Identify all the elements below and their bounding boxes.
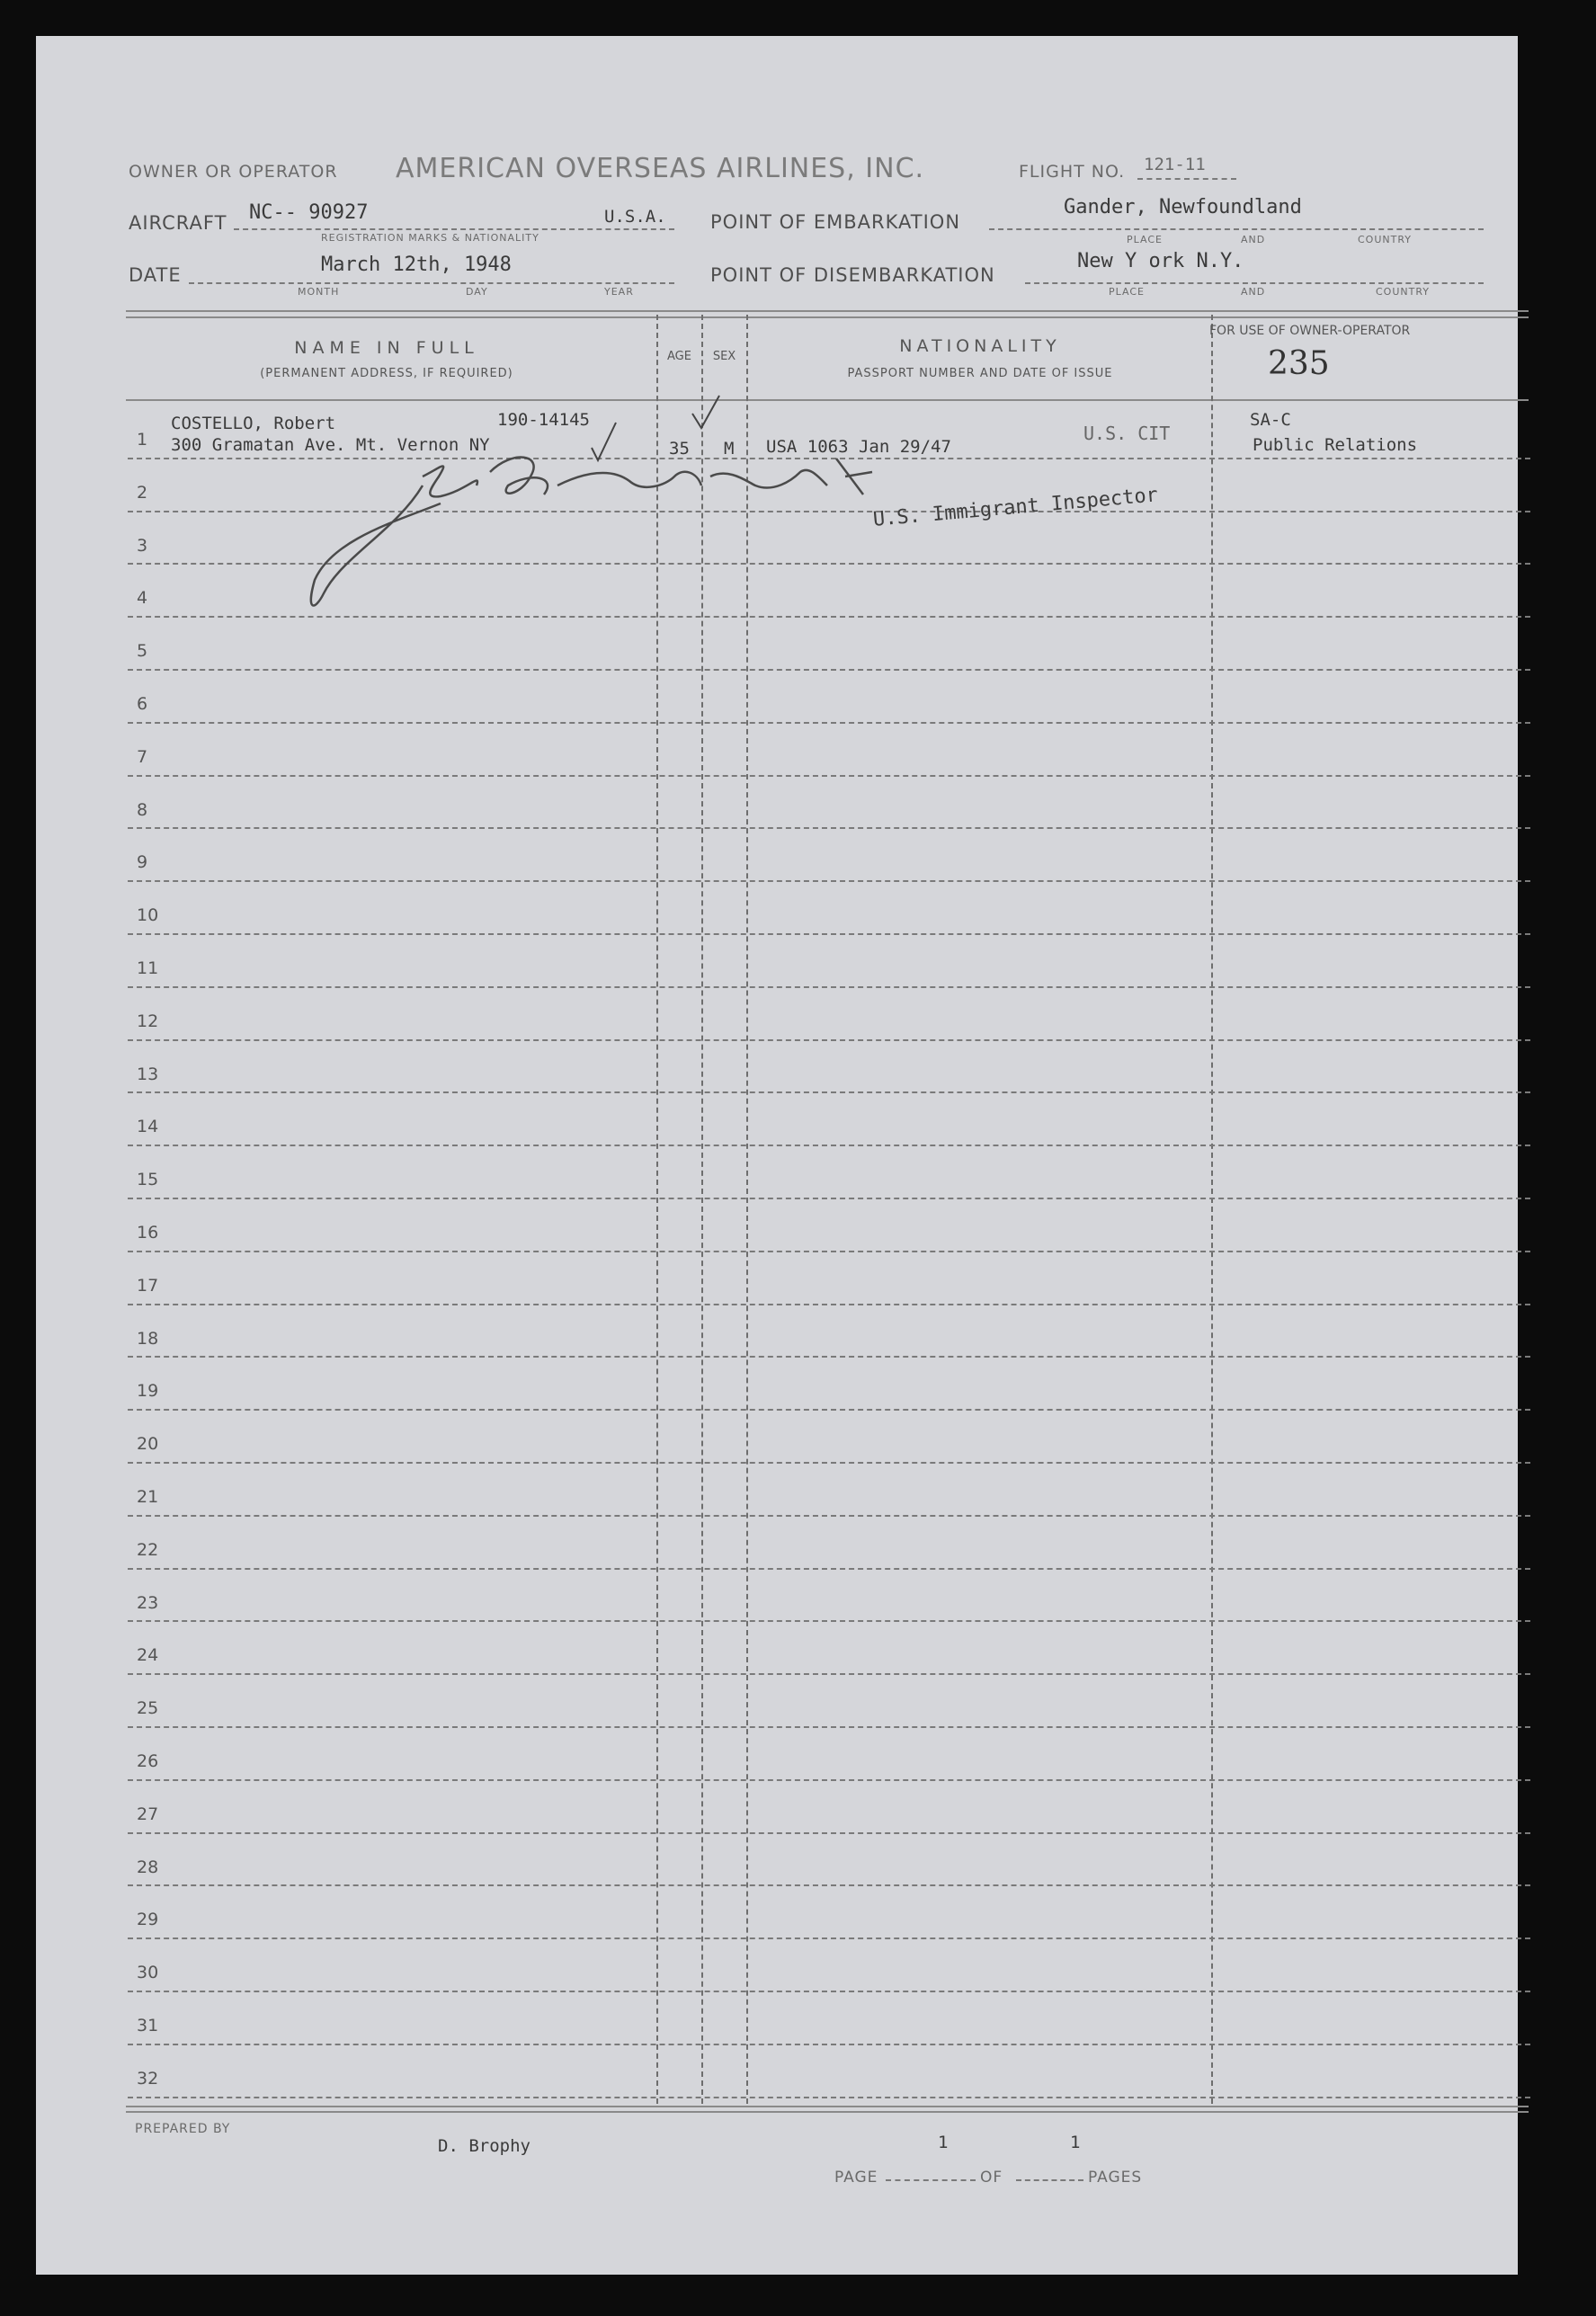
row-rule xyxy=(128,827,1530,829)
of-underline xyxy=(1016,2179,1083,2181)
date-label: DATE xyxy=(129,264,182,286)
row-number: 15 xyxy=(137,1170,159,1190)
row-number: 10 xyxy=(137,905,159,926)
row-number: 24 xyxy=(137,1645,159,1666)
row-number: 11 xyxy=(137,958,159,978)
nationality-header: NATIONALITY xyxy=(899,336,1061,356)
row-number: 13 xyxy=(137,1064,159,1084)
row-rule xyxy=(128,1726,1530,1728)
owner-note: Public Relations xyxy=(1253,435,1418,455)
row-number: 7 xyxy=(137,746,148,767)
row-rule xyxy=(128,2044,1530,2045)
row-rule xyxy=(128,1779,1530,1781)
row-number: 21 xyxy=(137,1487,159,1507)
name-header: NAME IN FULL xyxy=(294,338,479,358)
row-number: 30 xyxy=(137,1963,159,1983)
passenger-ref: 190-14145 xyxy=(497,410,590,430)
row-rule xyxy=(128,1620,1530,1622)
row-rule xyxy=(128,1409,1530,1411)
passenger-status: U.S. CIT xyxy=(1083,423,1171,444)
col-divider-nationality-owner xyxy=(1211,315,1213,2104)
pages-label: PAGES xyxy=(1088,2169,1143,2187)
row-rule xyxy=(128,1198,1530,1199)
row-number: 29 xyxy=(137,1910,159,1930)
row-number: 19 xyxy=(137,1381,159,1402)
row-rule xyxy=(128,775,1530,777)
row-number: 23 xyxy=(137,1592,159,1613)
disembark-underline xyxy=(1025,282,1484,284)
passenger-age: 35 xyxy=(669,439,690,459)
row-rule xyxy=(128,1251,1530,1252)
country-caption-2: COUNTRY xyxy=(1376,286,1430,298)
row-rule xyxy=(128,986,1530,988)
row-number: 9 xyxy=(137,852,148,873)
row-number: 16 xyxy=(137,1223,159,1243)
row-rule xyxy=(128,722,1530,724)
passenger-sex: M xyxy=(724,439,735,459)
row-number: 6 xyxy=(137,694,148,714)
row-rule xyxy=(128,1304,1530,1305)
passenger-name: COSTELLO, Robert xyxy=(171,414,336,433)
name-subheader: (PERMANENT ADDRESS, IF REQUIRED) xyxy=(260,367,513,380)
row-rule xyxy=(128,669,1530,671)
and-caption-1: AND xyxy=(1241,234,1266,245)
aircraft-value: NC-- 90927 xyxy=(249,201,369,224)
owner-use-number: 235 xyxy=(1268,345,1330,382)
row-number: 14 xyxy=(137,1117,159,1137)
embark-value: Gander, Newfoundland xyxy=(1064,196,1302,218)
flight-value: 121-11 xyxy=(1144,155,1206,174)
row-rule xyxy=(128,1145,1530,1146)
row-number: 17 xyxy=(137,1275,159,1296)
row-number: 32 xyxy=(137,2068,159,2089)
row-rule xyxy=(128,1832,1530,1834)
passenger-address: 300 Gramatan Ave. Mt. Vernon NY xyxy=(171,435,490,455)
owner-value: AMERICAN OVERSEAS AIRLINES, INC. xyxy=(396,153,925,184)
inspector-signature xyxy=(288,387,971,620)
row-number: 22 xyxy=(137,1539,159,1560)
row-number: 5 xyxy=(137,641,148,662)
country-caption-1: COUNTRY xyxy=(1358,234,1412,245)
row-rule xyxy=(128,933,1530,935)
row-number: 26 xyxy=(137,1751,159,1771)
row-number: 3 xyxy=(137,535,148,556)
date-underline xyxy=(189,282,674,284)
row-rule xyxy=(128,1515,1530,1517)
row-rule xyxy=(128,1568,1530,1570)
registration-caption: REGISTRATION MARKS & NATIONALITY xyxy=(321,232,539,244)
inspector-stamp: U.S. Immigrant Inspector xyxy=(872,484,1159,531)
passenger-passport: USA 1063 Jan 29/47 xyxy=(766,437,951,457)
row-rule xyxy=(128,1673,1530,1675)
nationality-subheader: PASSPORT NUMBER AND DATE OF ISSUE xyxy=(847,367,1113,380)
row-rule xyxy=(128,1462,1530,1464)
page-label: PAGE xyxy=(834,2169,878,2187)
footer-rule-2 xyxy=(126,2111,1529,2113)
owner-use-header: FOR USE OF OWNER-OPERATOR xyxy=(1209,324,1411,338)
prepared-value: D. Brophy xyxy=(438,2136,531,2156)
row-rule xyxy=(128,1091,1530,1093)
prepared-label: PREPARED BY xyxy=(135,2122,231,2136)
row-number: 4 xyxy=(137,588,148,609)
sex-header: SEX xyxy=(712,350,736,363)
page-value: 1 xyxy=(938,2133,949,2152)
flight-label: FLIGHT NO. xyxy=(1019,162,1126,182)
month-caption: MONTH xyxy=(298,286,340,298)
row-rule xyxy=(128,880,1530,882)
owner-code: SA-C xyxy=(1250,410,1291,430)
aircraft-underline xyxy=(234,228,674,230)
table-top-rule-2 xyxy=(126,316,1529,318)
footer-rule xyxy=(126,2106,1529,2107)
owner-label: OWNER OR OPERATOR xyxy=(129,162,338,182)
date-value: March 12th, 1948 xyxy=(321,254,512,276)
row-rule xyxy=(128,1937,1530,1939)
disembark-label: POINT OF DISEMBARKATION xyxy=(710,264,995,286)
row-rule xyxy=(128,1356,1530,1358)
row-number: 2 xyxy=(137,482,148,503)
row-number: 27 xyxy=(137,1804,159,1824)
row-rule xyxy=(128,1039,1530,1041)
and-caption-2: AND xyxy=(1241,286,1266,298)
registration-value: U.S.A. xyxy=(604,207,666,227)
place-caption-2: PLACE xyxy=(1109,286,1145,298)
row-number: 31 xyxy=(137,2016,159,2035)
day-caption: DAY xyxy=(466,286,488,298)
row-number: 18 xyxy=(137,1328,159,1349)
row-number: 8 xyxy=(137,799,148,820)
row-rule xyxy=(128,1991,1530,1992)
age-header: AGE xyxy=(667,350,691,363)
row-number: 28 xyxy=(137,1857,159,1877)
place-caption-1: PLACE xyxy=(1127,234,1163,245)
embark-label: POINT OF EMBARKATION xyxy=(710,211,961,233)
row-number: 25 xyxy=(137,1698,159,1719)
embark-underline xyxy=(989,228,1484,230)
year-caption: YEAR xyxy=(604,286,634,298)
of-label: OF xyxy=(980,2169,1003,2187)
disembark-value: New Y ork N.Y. xyxy=(1077,250,1244,272)
row-rule xyxy=(128,1884,1530,1886)
row-rule xyxy=(128,2097,1530,2098)
page-underline xyxy=(886,2179,976,2181)
row-number: 12 xyxy=(137,1011,159,1031)
row-number: 20 xyxy=(137,1434,159,1455)
aircraft-label: AIRCRAFT xyxy=(129,212,227,234)
row-number: 1 xyxy=(137,430,148,450)
of-value: 1 xyxy=(1070,2133,1081,2152)
flight-underline xyxy=(1137,178,1236,180)
table-top-rule xyxy=(126,310,1529,312)
